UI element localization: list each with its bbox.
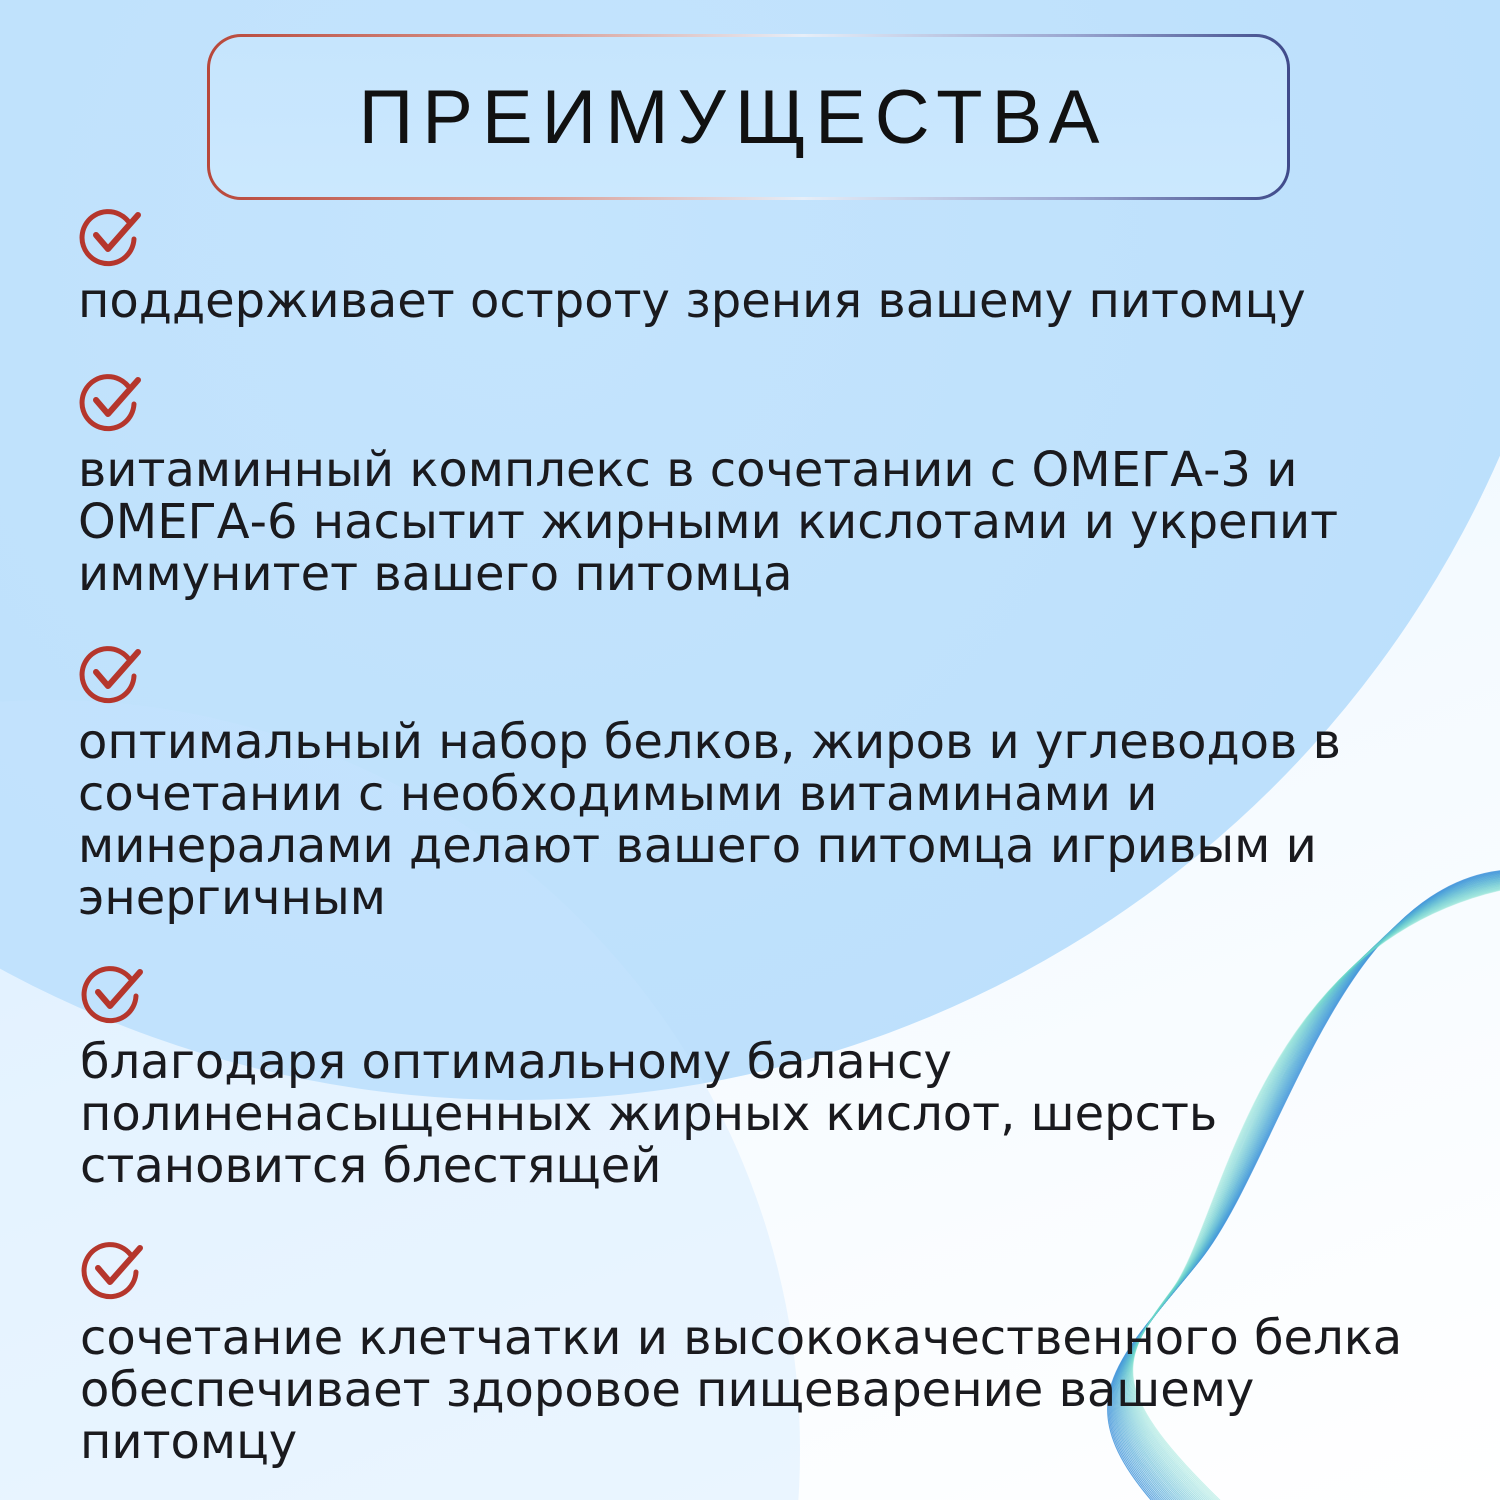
checkmark-circle-icon — [78, 370, 142, 434]
benefit-text — [78, 716, 1478, 924]
checkmark-circle-icon — [80, 1238, 144, 1302]
benefit-line: обеспечивает здоровое пищеварение вашему — [80, 1362, 1255, 1418]
benefit-line: минералами делают вашего питомца игривым и — [78, 818, 1317, 874]
page-title: ПРЕИМУЩЕСТВА — [358, 74, 1109, 160]
benefit-text — [80, 1036, 1480, 1192]
benefit-item — [78, 205, 1478, 327]
benefit-line: питомцу — [80, 1414, 298, 1470]
benefit-text — [80, 1312, 1480, 1468]
title-box — [207, 34, 1290, 200]
benefit-line: полиненасыщенных жирных кислот, шерсть — [80, 1086, 1218, 1142]
benefit-text — [78, 275, 1478, 327]
benefit-item — [78, 642, 1478, 924]
benefit-line: сочетании с необходимыми витаминами и — [78, 766, 1158, 822]
benefit-line: ОМЕГА-6 насытит жирными кислотами и укрепит — [78, 494, 1339, 550]
benefit-item — [80, 1238, 1480, 1468]
benefit-line: поддерживает остроту зрения вашему питомцу — [78, 273, 1306, 329]
benefit-line: благодаря оптимальному балансу — [80, 1034, 952, 1090]
checkmark-circle-icon — [78, 642, 142, 706]
checkmark-circle-icon — [78, 205, 142, 269]
benefit-text — [78, 444, 1478, 600]
checkmark-circle-icon — [80, 962, 144, 1026]
benefit-item — [80, 962, 1480, 1192]
benefit-line: становится блестящей — [80, 1138, 662, 1194]
benefit-line: витаминный комплекс в сочетании с ОМЕГА-3 и — [78, 442, 1298, 498]
benefit-line: энергичным — [78, 870, 386, 926]
benefit-item — [78, 370, 1478, 600]
benefit-line: сочетание клетчатки и высококачественного белка — [80, 1310, 1403, 1366]
benefit-line: оптимальный набор белков, жиров и углеводов в — [78, 714, 1341, 770]
benefit-line: иммунитет вашего питомца — [78, 546, 793, 602]
